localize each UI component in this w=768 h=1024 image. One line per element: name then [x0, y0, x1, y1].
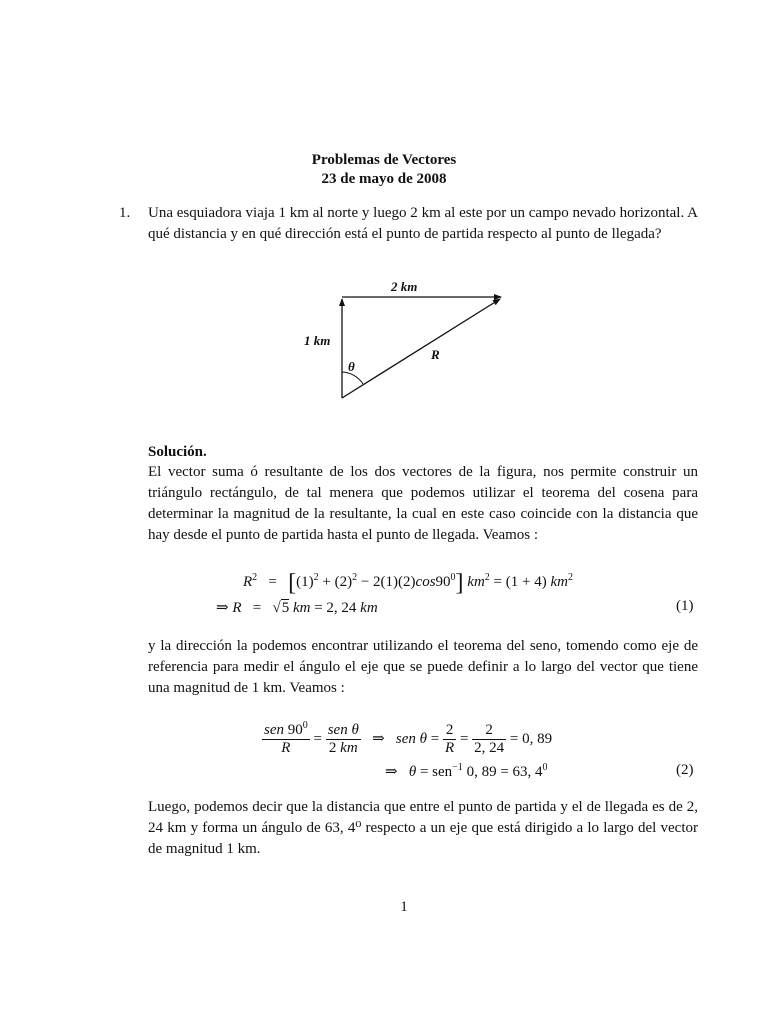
equation-2-result: 63, 4 — [512, 764, 543, 780]
solution-paragraph-1: El vector suma ó resultante de los dos vectores de la figura, nos permite construir un triángulo rectángulo, de tal menera que podemos utilizar el teorema del cosena para determinar la magnitud de la resultante, la cual en este caso coincide con la distancia que hay desde el punto de partida hasta el punto de llegada. Veamos : — [148, 464, 698, 543]
equation-1-number: (1) — [676, 598, 694, 614]
equation-2-line-2: ⇒ θ = sen$^{-1}$ 0, 89 = 63, $4^0$ — [385, 762, 548, 780]
problem-text: Una esquiadora viaja 1 km al norte y luego 2 km al este por un campo nevado horizontal. A qué distancia y en qué dirección está el punto de partida respecto al punto de llegada? — [148, 205, 698, 242]
solution-paragraph-2: y la dirección la podemos encontrar utilizando el teorema del seno, tomendo como eje de referencia para medir el ángulo el eje que se puede definir a lo largo del vector que tiene una magnitud de 1 km. Veamos : — [148, 638, 698, 696]
equation-2-number: (2) — [676, 762, 694, 778]
equation-2-value: 0, 89 — [522, 730, 553, 747]
page-number: 1 — [400, 899, 408, 915]
document-title: Problemas de Vectores — [311, 152, 457, 168]
resultant-vector-arrow — [342, 299, 500, 398]
solution-heading: Solución. — [148, 444, 207, 460]
equation-2-line-1: $\frac{sen 90^0}{R}$ = $\frac{\text{sen θ}}{2 km}$ ⇒ sen θ = $\frac{2}{R}$ = $\frac{2}{2, 24}$ = 0, 89 — [264, 720, 553, 756]
equation-1-line-2: ⇒ R = √5 km = 2, 24 km — [216, 600, 378, 616]
resultant-label: R — [431, 347, 440, 362]
problem-number: 1. — [119, 205, 131, 221]
north-vector-label: 1 km — [304, 333, 331, 348]
solution-paragraph-3: Luego, podemos decir que la distancia que entre el punto de partida y el de llegada es de 2, 24 km y forma un ángulo de 63, 4⁰ respecto a un eje que está dirigido a lo largo del vector de magnitud 1 km. — [148, 799, 698, 857]
angle-theta-label: θ — [348, 359, 355, 374]
document-date: 23 de mayo de 2008 — [321, 171, 447, 187]
vector-diagram — [295, 275, 515, 405]
equation-1-result: 2, 24 — [326, 600, 357, 616]
equation-1-line-1: $R^2 = [(1)^2 + (2)^2 - 2(1)(2)\cos 90^0] km^2 = (1 + 4)$ $km^2$ — [243, 570, 573, 596]
east-vector-label: 2 km — [391, 279, 418, 294]
